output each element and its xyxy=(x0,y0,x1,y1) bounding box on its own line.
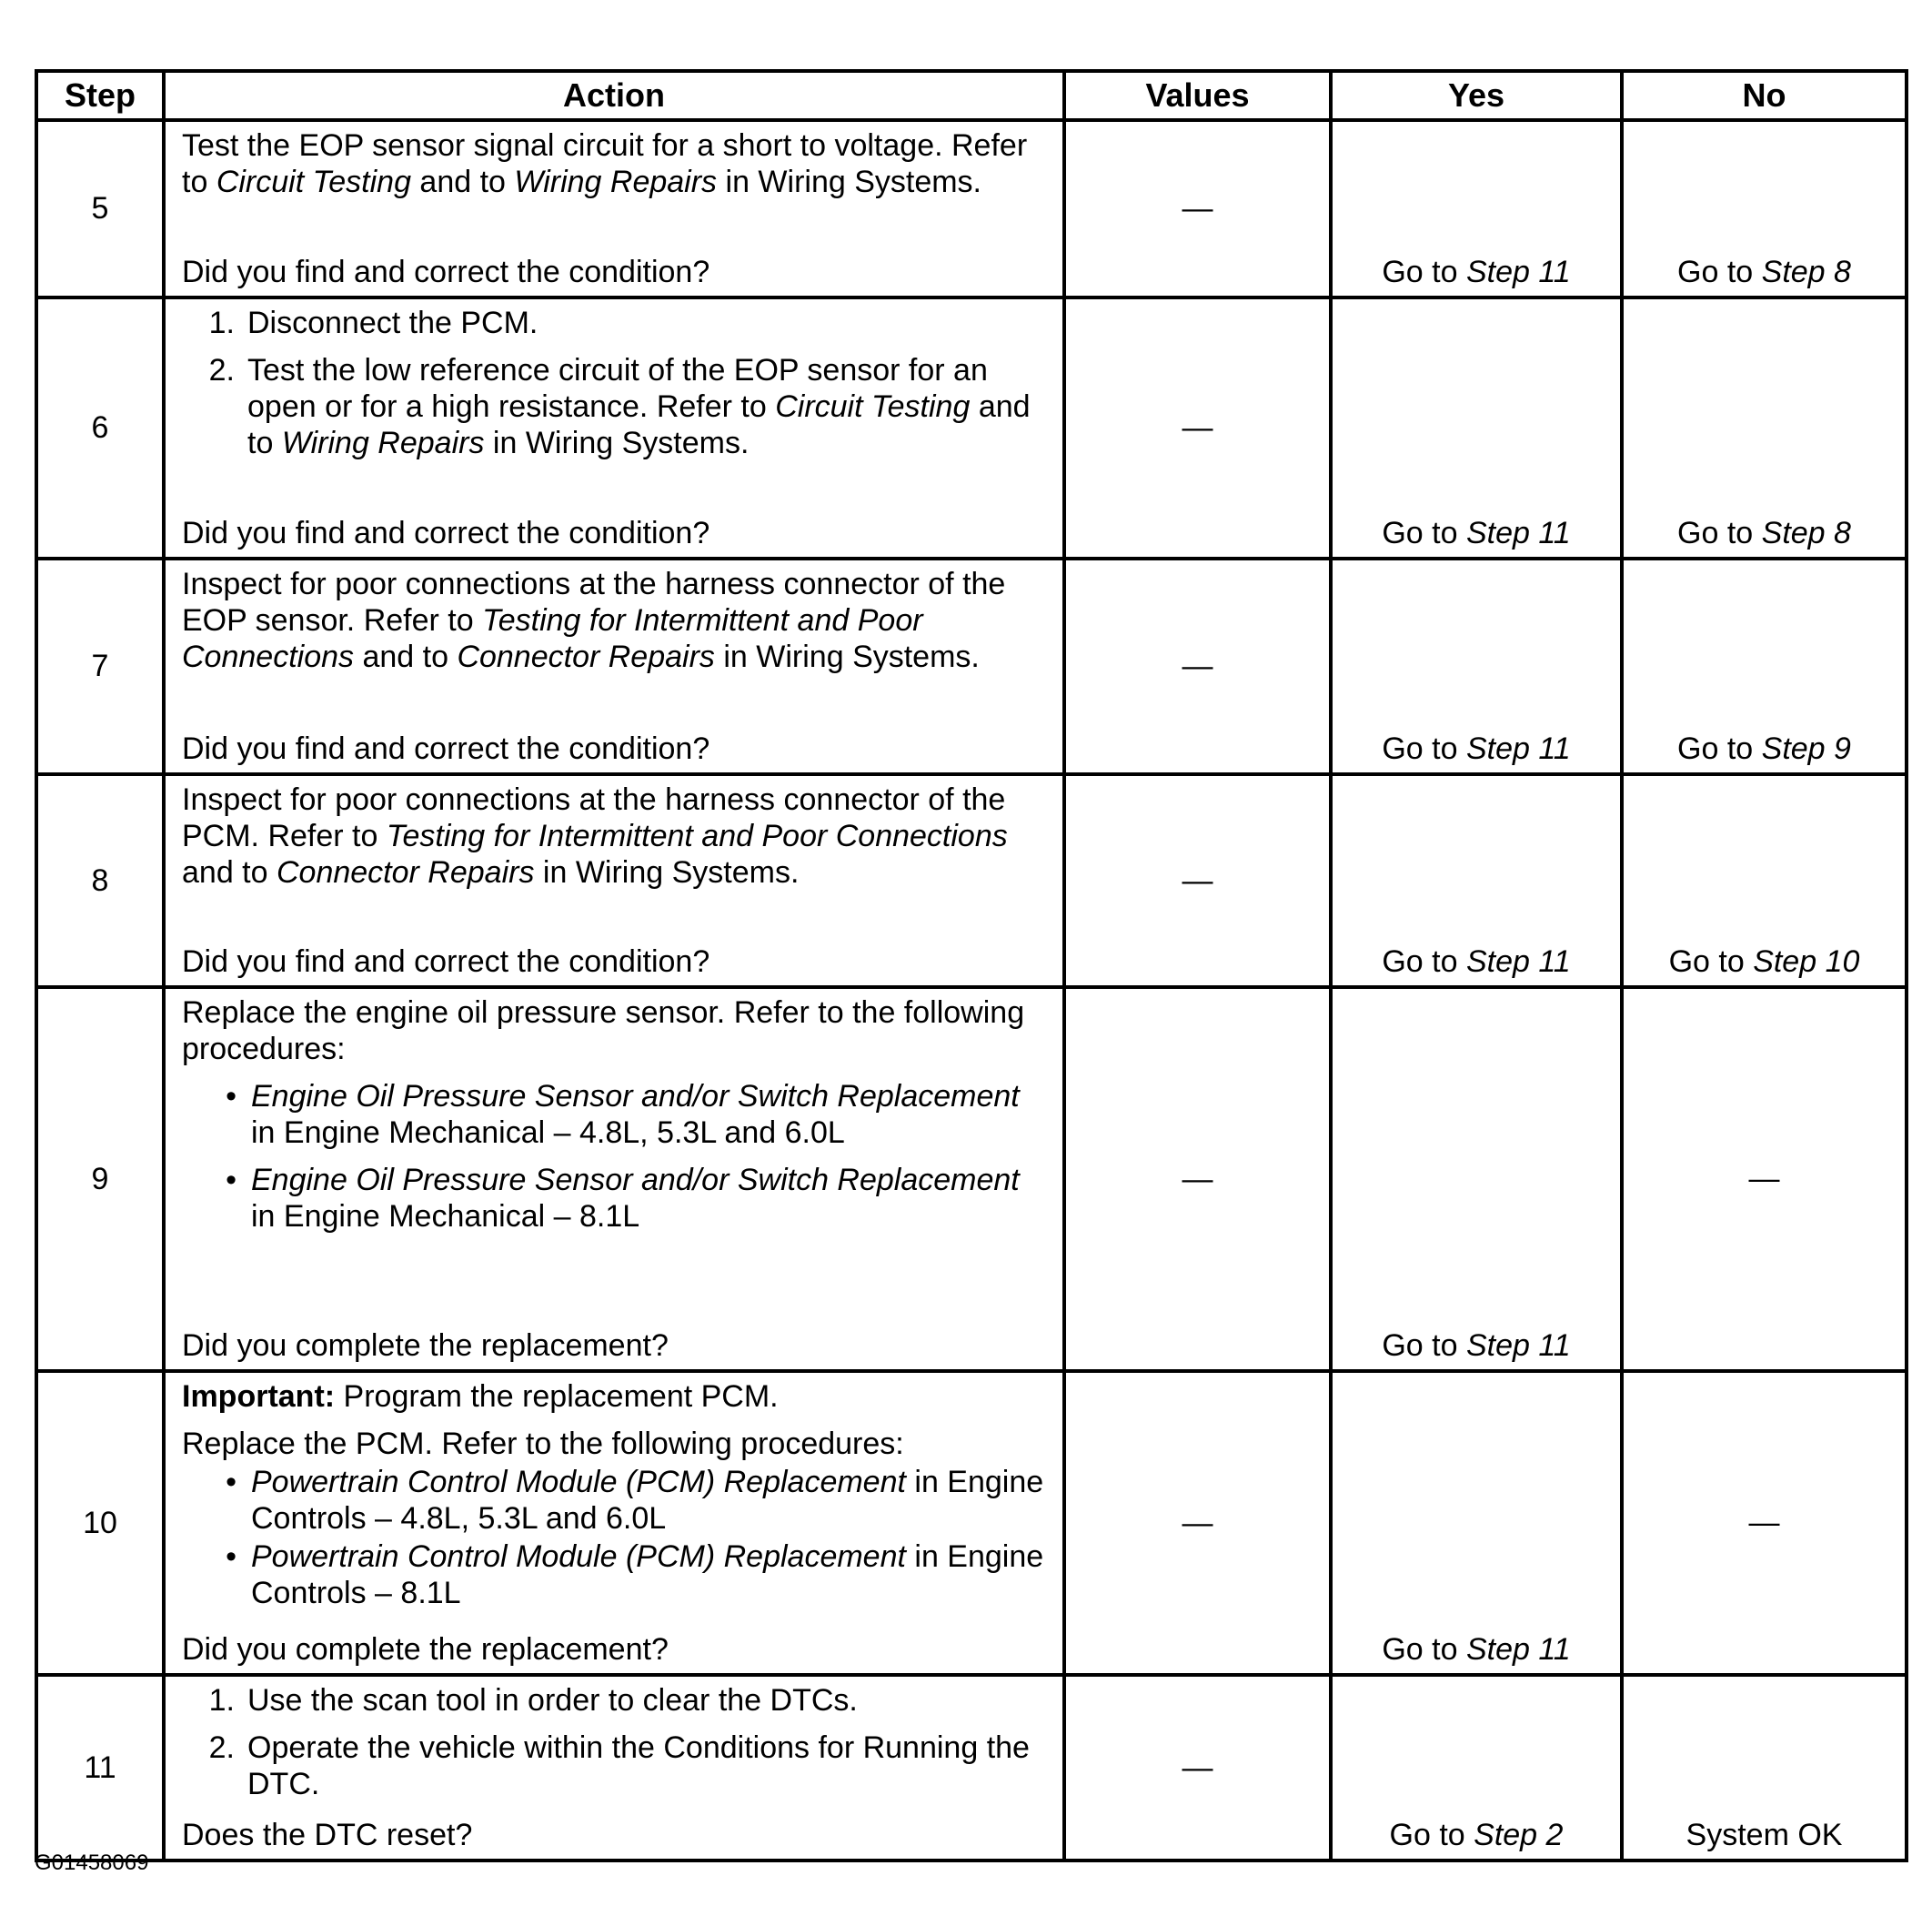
no-cell xyxy=(1622,1675,1907,1860)
step-number: 7 xyxy=(36,559,164,774)
no-cell xyxy=(1622,1371,1907,1675)
diagnostic-table xyxy=(35,69,1908,1862)
values-cell: — xyxy=(1064,297,1331,559)
table-row xyxy=(36,559,1907,774)
no-result: Go to Step 8 xyxy=(1677,516,1851,550)
yes-result: Go to Step 11 xyxy=(1382,1328,1571,1363)
action-question: Does the DTC reset? xyxy=(182,1818,473,1852)
action-text: 1. Disconnect the PCM. 2. Test the low reference circuit of the EOP sensor for an open or for a high resistance. Refer to Circuit Testing and to Wiring Repairs in Wiring Systems. xyxy=(208,306,1031,460)
values-cell: — xyxy=(1064,1371,1331,1675)
action-cell xyxy=(164,1371,1064,1675)
no-result: — xyxy=(1748,1161,1780,1196)
header-yes: Yes xyxy=(1331,71,1622,120)
header-no: No xyxy=(1622,71,1907,120)
yes-cell xyxy=(1331,120,1622,297)
action-cell xyxy=(164,559,1064,774)
no-result: Go to Step 10 xyxy=(1668,944,1860,979)
action-cell xyxy=(164,120,1064,297)
yes-cell xyxy=(1331,297,1622,559)
yes-cell xyxy=(1331,559,1622,774)
yes-cell xyxy=(1331,1371,1622,1675)
no-cell xyxy=(1622,987,1907,1371)
action-question: Did you complete the replacement? xyxy=(182,1328,669,1363)
action-question: Did you find and correct the condition? xyxy=(182,944,710,979)
header-row xyxy=(36,71,1907,120)
figure-id: G01458069 xyxy=(35,1850,149,1875)
no-cell xyxy=(1622,120,1907,297)
values-cell: — xyxy=(1064,987,1331,1371)
table-row xyxy=(36,297,1907,559)
action-question: Did you find and correct the condition? xyxy=(182,731,710,766)
yes-result: Go to Step 11 xyxy=(1382,1632,1571,1667)
values-cell: — xyxy=(1064,774,1331,987)
action-text: Important: Program the replacement PCM. Replace the PCM. Refer to the following procedures: • Powertrain Control Module (PCM) Replacement in Engine Controls – 4.8L, 5.3L and 6.0L • Powertrain Control Module (PCM) Replacement in Engine Controls – 8.1L xyxy=(182,1379,1044,1610)
action-question: Did you complete the replacement? xyxy=(182,1632,669,1667)
values-cell: — xyxy=(1064,120,1331,297)
action-text: Replace the engine oil pressure sensor. Refer to the following procedures: • Engine Oil Pressure Sensor and/or Switch Replacement in Engine Mechanical – 4.8L, 5.3L and 6.0L • Engine Oil Pressure Sensor and/or Switch Replacement in Engine Mechanical – 8.1L xyxy=(182,995,1025,1234)
no-cell xyxy=(1622,774,1907,987)
yes-cell xyxy=(1331,774,1622,987)
step-number: 10 xyxy=(36,1371,164,1675)
header-step: Step xyxy=(36,71,164,120)
action-question: Did you find and correct the condition? xyxy=(182,255,710,289)
step-number: 11 xyxy=(36,1675,164,1860)
action-text: 1. Use the scan tool in order to clear the DTCs. 2. Operate the vehicle within the Conditions for Running the DTC. xyxy=(208,1683,1030,1801)
no-cell xyxy=(1622,297,1907,559)
yes-cell xyxy=(1331,1675,1622,1860)
yes-result: Go to Step 2 xyxy=(1389,1818,1564,1852)
yes-result: Go to Step 11 xyxy=(1382,731,1571,766)
step-number: 9 xyxy=(36,987,164,1371)
no-cell xyxy=(1622,559,1907,774)
no-result: Go to Step 9 xyxy=(1677,731,1851,766)
action-cell xyxy=(164,774,1064,987)
action-cell xyxy=(164,987,1064,1371)
action-text: Inspect for poor connections at the harness connector of the PCM. Refer to Testing for Intermittent and Poor Connections and to Connector Repairs in Wiring Systems. xyxy=(182,782,1008,890)
yes-result: Go to Step 11 xyxy=(1382,255,1571,289)
table-body xyxy=(36,120,1907,1860)
header-action: Action xyxy=(164,71,1064,120)
values-cell: — xyxy=(1064,1675,1331,1860)
action-text: Test the EOP sensor signal circuit for a short to voltage. Refer to Circuit Testing and to Wiring Repairs in Wiring Systems. xyxy=(182,128,1028,199)
table-row xyxy=(36,1371,1907,1675)
yes-result: Go to Step 11 xyxy=(1382,516,1571,550)
header-values: Values xyxy=(1064,71,1331,120)
step-number: 6 xyxy=(36,297,164,559)
no-result: — xyxy=(1748,1505,1780,1540)
table-row xyxy=(36,987,1907,1371)
no-result: Go to Step 8 xyxy=(1677,255,1851,289)
action-text: Inspect for poor connections at the harness connector of the EOP sensor. Refer to Testing for Intermittent and Poor Connections and to Connector Repairs in Wiring Systems. xyxy=(182,567,1006,674)
table-row xyxy=(36,774,1907,987)
action-question: Did you find and correct the condition? xyxy=(182,516,710,550)
table-row xyxy=(36,1675,1907,1860)
no-result: System OK xyxy=(1685,1818,1843,1852)
action-cell xyxy=(164,297,1064,559)
yes-cell xyxy=(1331,987,1622,1371)
step-number: 5 xyxy=(36,120,164,297)
action-cell xyxy=(164,1675,1064,1860)
values-cell: — xyxy=(1064,559,1331,774)
yes-result: Go to Step 11 xyxy=(1382,944,1571,979)
step-number: 8 xyxy=(36,774,164,987)
table-row xyxy=(36,120,1907,297)
